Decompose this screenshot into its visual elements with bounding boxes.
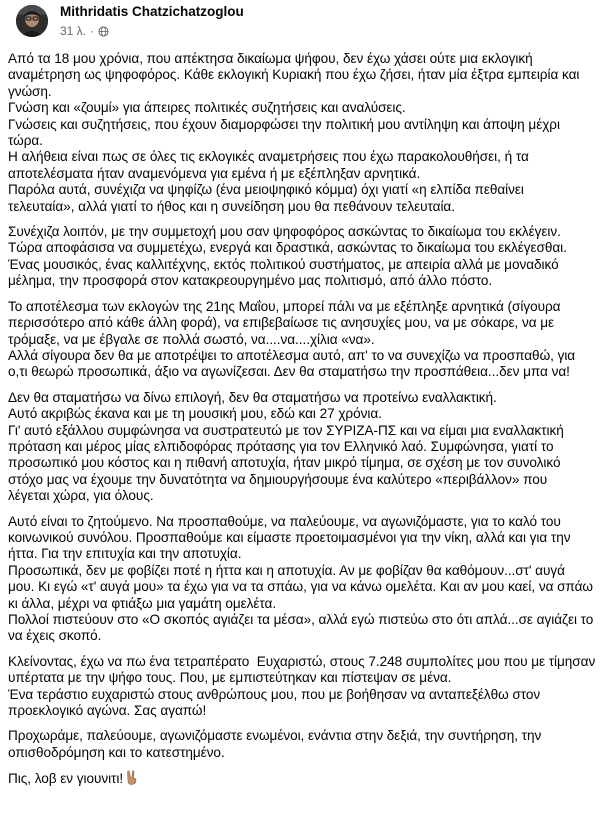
post-paragraph xyxy=(8,654,598,720)
post-text-line: ο,τι θεωρώ προσωπικά, άξιο να αγωνίζεσαι. Δεν θα σταματήσω την προσπάθεια...δεν μπα να! xyxy=(8,364,570,380)
post-text-line: κι άλλα, μέχρι να φτιάξω μια γαμάτη ομελέτα. xyxy=(8,595,277,611)
post-paragraph xyxy=(8,514,598,645)
victory-hand-emoji xyxy=(125,770,139,785)
post-text-line: Προσωπικά, δεν με φοβίζει ποτέ η ήττα και η αποτυχία. Αν με φοβίζαν θα καθόμουν...στ' αυγά xyxy=(8,562,565,578)
post-text-line: Το αποτέλεσμα των εκλογών της 21ης Μαΐου, μπορεί πάλι να με εξέπληξε αρνητικά (σίγουρα xyxy=(8,298,561,314)
post-text-line: περισσότερο από κάθε άλλη φορά), να επιβεβαίωσε τις ανησυχίες μου, να με σόκαρε, να με xyxy=(8,315,555,331)
post-body xyxy=(8,51,598,797)
post-text-line: πρόταση και μέρος μίας ελπιδοφόρας πρότασης για τον Ελληνικό λαό. Συμφώνησα, γιατί το xyxy=(8,438,554,454)
post-paragraph xyxy=(8,51,598,215)
post-text-line: Γι' αυτό εξάλλου συμφώνησα να συστρατευτώ με τον ΣΥΡΙΖΑ-ΠΣ και να είμαι μια εναλλακτική xyxy=(8,422,564,438)
post-text-line: μου. Κι εγώ «τ' αυγά μου» τα έχω για να τα σπάω, για να κάνω ομελέτα. Και αν μου καεί, να σπάω xyxy=(8,579,593,595)
post-text-line: Συνέχιζα λοιπόν, με την συμμετοχή μου σαν ψηφοφόρος ασκώντας το δικαίωμα του εκλέγειν. xyxy=(8,224,561,240)
post-text-line: μέλημα, την προσφορά στον κατακρεουργημένο μας πολιτισμό, από άλλο πόστο. xyxy=(8,273,493,289)
post-text-line: Αλλά σίγουρα δεν θα με αποτρέψει το αποτέλεσμα αυτό, απ' το να συνεχίζω να προσπαθώ, για xyxy=(8,347,576,363)
post-text-line: ήττα. Για την επιτυχία και την αποτυχία. xyxy=(8,546,242,562)
post-text-line: αποτελέσματα ήταν αναμενόμενα για εμένα ή με εξέπληξαν αρνητικά. xyxy=(8,165,421,181)
post-text-line: προεκλογικό αγώνα. Σας αγαπώ! xyxy=(8,703,207,719)
post-text-line: τώρα. xyxy=(8,133,43,149)
post-text-line: Αυτό ακριβώς έκανα και με τη μουσική μου, εδώ και 27 χρόνια. xyxy=(8,406,382,422)
globe-icon[interactable] xyxy=(98,26,109,37)
post-text-line: Πις, λοβ εν γιουνιτι! xyxy=(8,770,598,787)
post-text-line: οπισθοδρόμηση και το κατεστημένο. xyxy=(8,744,225,760)
meta-separator: · xyxy=(90,24,95,38)
author-name[interactable]: Mithridatis Chatzichatzoglou xyxy=(60,4,244,19)
post-text-line: Προχωράμε, παλεύουμε, αγωνιζόμαστε ενωμένοι, ενάντια στην δεξιά, την συντήρηση, την xyxy=(8,728,542,744)
post-meta xyxy=(60,24,109,38)
post-paragraph xyxy=(8,728,598,761)
post-timestamp[interactable]: 31 λ. xyxy=(60,24,87,38)
post-text-line: Η αλήθεια είναι πως σε όλες τις εκλογικές αναμετρήσεις που έχω παρακολουθήσει, ή τα xyxy=(8,149,529,165)
post-text-line: Γνώση και «ζουμί» για άπειρες πολιτικές συζητήσεις και αναλύσεις. xyxy=(8,100,406,116)
post-text-line: αναμέτρηση ως ψηφοφόρος. Κάθε εκλογική Κυριακή που έχω ζήσει, ήταν μία έξτρα εμπειρία και xyxy=(8,67,580,83)
post-text-line: Αυτό είναι το ζητούμενο. Να προσπαθούμε, να παλεύουμε, να αγωνιζόμαστε, για το καλό του xyxy=(8,513,561,529)
post-text-line: να έχεις σκοπό. xyxy=(8,628,102,644)
post-text-line: Γνώσεις και συζητήσεις, που έχουν διαμορφώσει την πολιτική μου αντίληψη και άποψη μέχρι xyxy=(8,116,560,132)
post-paragraph xyxy=(8,299,598,381)
post-text-line: Από τα 18 μου χρόνια, που απέκτησα δικαίωμα ψήφου, δεν έχω χάσει ούτε μια εκλογική xyxy=(8,51,533,66)
post-text-line: Παρόλα αυτά, συνέχιζα να ψηφίζω (ένα μειοψηφικό κόμμα) όχι γιατί «η ελπίδα πεθαίνει xyxy=(8,182,524,198)
post-paragraph xyxy=(8,390,598,505)
post-text-line: στόχο μας να έχουμε την δυνατότητα να δημιουργήσουμε ένα καλύτερο «περιβάλλον» που xyxy=(8,471,548,487)
avatar-photo-icon xyxy=(16,5,48,37)
post-text-line: γνώση. xyxy=(8,83,52,99)
post-text-line: προσωπικό μου κόστος και η πιθανή αποτυχία, ήταν μικρό τίμημα, σε σχέση με τον συνολικό xyxy=(8,455,561,471)
post-text-line: κοινωνικού συνόλου. Προσπαθούμε και είμαστε προετοιμασμένοι για την νίκη, αλλά και για την xyxy=(8,529,571,545)
post-text-line: Κλείνοντας, έχω να πω ένα τετραπέρατο Ευχαριστώ, στους 7.248 συμπολίτες μου που με τίμησαν xyxy=(8,653,596,669)
author-avatar[interactable] xyxy=(16,5,48,37)
post-header xyxy=(8,0,596,44)
post-text-line: υπέρτατα με την ψήφο τους. Που, με εμπιστεύτηκαν και πίστεψαν σε μένα. xyxy=(8,670,452,686)
post-text-line: τρόμαξε, να με έβγαλε σε πολλά σωστό, να....να....χίλια «να». xyxy=(8,331,375,347)
post-text-line: Ένας μουσικός, ένας καλλιτέχνης, εκτός πολιτικού συστήματος, με απειρία αλλά με μοναδικό xyxy=(8,256,559,272)
post-text-line: Πολλοί πιστεύουν στο «Ο σκοπός αγιάζει τα μέσα», αλλά εγώ πιστεύω στο ότι απλά...σε αγιάζει το xyxy=(8,612,594,627)
post-paragraph xyxy=(8,224,598,290)
post-paragraph xyxy=(8,770,598,787)
post-text-line: Ένα τεράστιο ευχαριστώ στους ανθρώπους μου, που με βοήθησαν να ανταπεξέλθω στον xyxy=(8,686,541,702)
post-text-line: λέγεται χώρα, για όλους. xyxy=(8,488,154,504)
post-text-line: τελευταία», αλλά γιατί το ήθος και η συνείδηση μου θα πεθάνουν τελευταία. xyxy=(8,198,455,214)
post-text-line: Τώρα αποφάσισα να συμμετέχω, ενεργά και δραστικά, ασκώντας το δικαίωμα του εκλέγεσθαι. xyxy=(8,240,567,256)
post-text-line: Δεν θα σταματήσω να δίνω επιλογή, δεν θα σταματήσω να προτείνω εναλλακτική. xyxy=(8,389,497,405)
